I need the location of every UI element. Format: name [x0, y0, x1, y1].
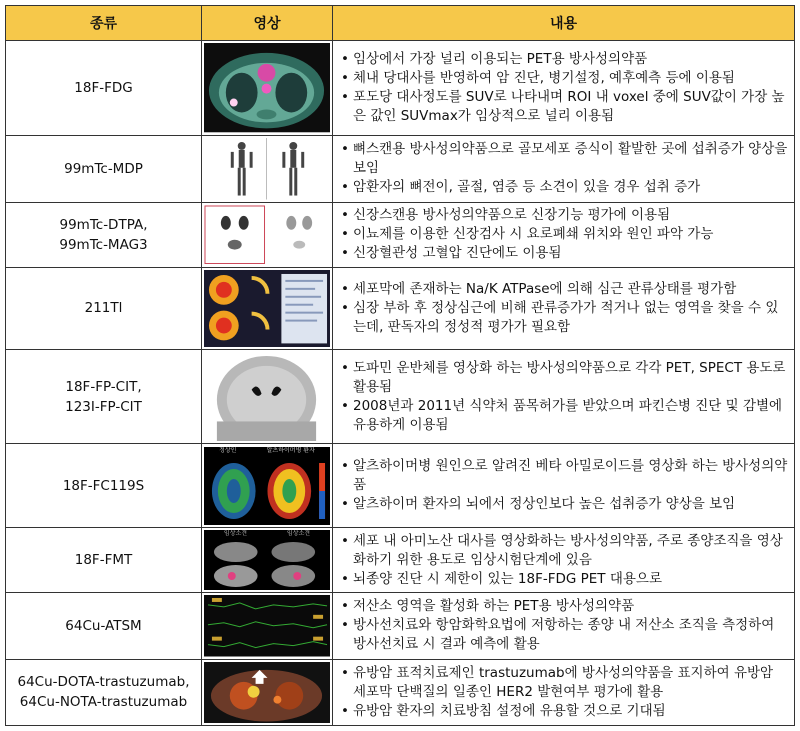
kind-name: 123I-FP-CIT — [65, 398, 142, 415]
table-header-row — [6, 6, 795, 41]
table-row — [6, 202, 795, 267]
image-cell — [202, 136, 333, 203]
image-cell — [202, 267, 333, 349]
bullet-item: • 저산소 영역을 활성화 하는 PET용 방사성의약품 — [341, 597, 788, 616]
kind-cell — [6, 202, 202, 267]
kind-name: 18F-FC119S — [62, 477, 145, 494]
bullet-item: • 방사선치료와 항암화학요법에 저항하는 종양 내 저산소 조직을 측정하여 방사선치료 시 결과 예측에 활용 — [341, 616, 788, 654]
her2-pet-ct-icon — [204, 662, 330, 724]
amyloid-brain-pet-icon — [204, 447, 330, 525]
content-cell — [333, 659, 795, 726]
bullet-item: • 세포 내 아미노산 대사를 영상화하는 방사성의약품, 주로 종양조직을 영상화하기 위한 용도로 임상시험단계에 있음 — [341, 532, 788, 570]
kind-cell — [6, 444, 202, 528]
content-cell — [333, 528, 795, 593]
bullet-item: • 뇌종양 진단 시 제한이 있는 18F-FDG PET 대용으로 — [341, 570, 788, 589]
table-row — [6, 41, 795, 136]
kind-name: 64Cu-NOTA-trastuzumab — [19, 694, 188, 711]
header-content: 내용 — [333, 6, 795, 41]
kind-name: 211Tl — [84, 300, 123, 317]
image-label: 정상인 — [219, 446, 237, 454]
image-label: 임상소견 — [223, 530, 248, 538]
image-cell — [202, 349, 333, 443]
bullet-item: • 알츠하이머 환자의 뇌에서 정상인보다 높은 섭취증가 양상을 보임 — [341, 495, 788, 514]
bullet-item: • 2008년과 2011년 식약처 품목허가를 받았으며 파킨슨병 진단 및 감별에 유용하게 이용됨 — [341, 397, 788, 435]
image-cell — [202, 202, 333, 267]
image-cell — [202, 659, 333, 726]
bullet-item: • 세포막에 존재하는 Na/K ATPase에 의해 심근 관류상태를 평가함 — [341, 280, 788, 299]
dopamine-transporter-scan-icon — [204, 352, 330, 441]
kind-cell — [6, 528, 202, 593]
content-cell — [333, 593, 795, 660]
bullet-item: • 체내 당대사를 반영하여 암 진단, 병기설정, 예후예측 등에 이용됨 — [341, 69, 788, 88]
kind-name: 18F-FDG — [74, 80, 133, 96]
pet-ct-thorax-scan-icon — [204, 43, 330, 132]
kind-name: 64Cu-ATSM — [65, 617, 142, 634]
content-cell — [333, 444, 795, 528]
hypoxia-pet-icon — [204, 595, 330, 657]
radiopharmaceutical-table — [5, 5, 795, 726]
content-cell — [333, 267, 795, 349]
kind-cell — [6, 593, 202, 660]
image-cell — [202, 444, 333, 528]
table-row — [6, 136, 795, 203]
image-cell — [202, 41, 333, 136]
image-label: 알츠하이머병 환자 — [266, 446, 315, 454]
table-row — [6, 659, 795, 726]
table-row — [6, 444, 795, 528]
kind-name: 64Cu-DOTA-trastuzumab, — [17, 674, 190, 691]
kind-cell — [6, 136, 202, 203]
myocardial-perfusion-scan-icon — [204, 270, 330, 347]
bullet-item: • 암환자의 뼈전이, 골절, 염증 등 소견이 있을 경우 섭취 증가 — [341, 178, 788, 197]
table-row — [6, 528, 795, 593]
content-cell — [333, 349, 795, 443]
kind-cell — [6, 659, 202, 726]
bullet-item: • 심장 부하 후 정상심근에 비해 관류증가가 적거나 없는 영역을 찾을 수 있는데, 판독자의 정성적 평가가 필요함 — [341, 299, 788, 337]
content-cell — [333, 136, 795, 203]
kind-cell — [6, 41, 202, 136]
whole-body-bone-scan-icon — [204, 138, 330, 200]
kind-name: 99mTc-MAG3 — [59, 236, 148, 253]
kind-name: 99mTc-DTPA, — [59, 216, 148, 233]
kind-cell — [6, 267, 202, 349]
bullet-item: • 유방암 표적치료제인 trastuzumab에 방사성의약품을 표지하여 유방암 세포막 단백질의 일종인 HER2 발현여부 평가에 활용 — [341, 664, 788, 702]
image-label: 임상소견 — [286, 530, 311, 538]
bullet-item: • 이뇨제를 이용한 신장검사 시 요로폐쇄 위치와 원인 파악 가능 — [341, 225, 788, 244]
header-kind: 종류 — [6, 6, 202, 41]
header-image: 영상 — [202, 6, 333, 41]
bullet-item: • 포도당 대사정도를 SUV로 나타내며 ROI 내 voxel 중에 SUV값이 가장 높은 값인 SUVmax가 임상적으로 널리 이용됨 — [341, 88, 788, 126]
kind-name: 18F-FP-CIT, — [65, 378, 142, 395]
table-row — [6, 593, 795, 660]
bullet-item: • 임상에서 가장 널리 이용되는 PET용 방사성의약품 — [341, 50, 788, 69]
bullet-item: • 신장혈관성 고혈압 진단에도 이용됨 — [341, 244, 788, 263]
image-cell — [202, 528, 333, 593]
bullet-item: • 알츠하이머병 원인으로 알려진 베타 아밀로이드를 영상화 하는 방사성의약품 — [341, 457, 788, 495]
kind-name: 99mTc-MDP — [64, 160, 143, 177]
kind-name: 18F-FMT — [74, 552, 133, 569]
renal-scan-icon — [204, 205, 330, 265]
content-cell — [333, 202, 795, 267]
bullet-item: • 뼈스캔용 방사성의약품으로 골모세포 증식이 활발한 곳에 섭취증가 양상을 보임 — [341, 140, 788, 178]
brain-tumor-pet-icon — [204, 530, 330, 590]
bullet-item: • 도파민 운반체를 영상화 하는 방사성의약품으로 각각 PET, SPECT 용도로 활용됨 — [341, 359, 788, 397]
kind-cell — [6, 349, 202, 443]
bullet-item: • 신장스캔용 방사성의약품으로 신장기능 평가에 이용됨 — [341, 206, 788, 225]
table-row — [6, 267, 795, 349]
table-row — [6, 349, 795, 443]
bullet-item: • 유방암 환자의 치료방침 설정에 유용할 것으로 기대됨 — [341, 702, 788, 721]
image-cell — [202, 593, 333, 660]
content-cell — [333, 41, 795, 136]
